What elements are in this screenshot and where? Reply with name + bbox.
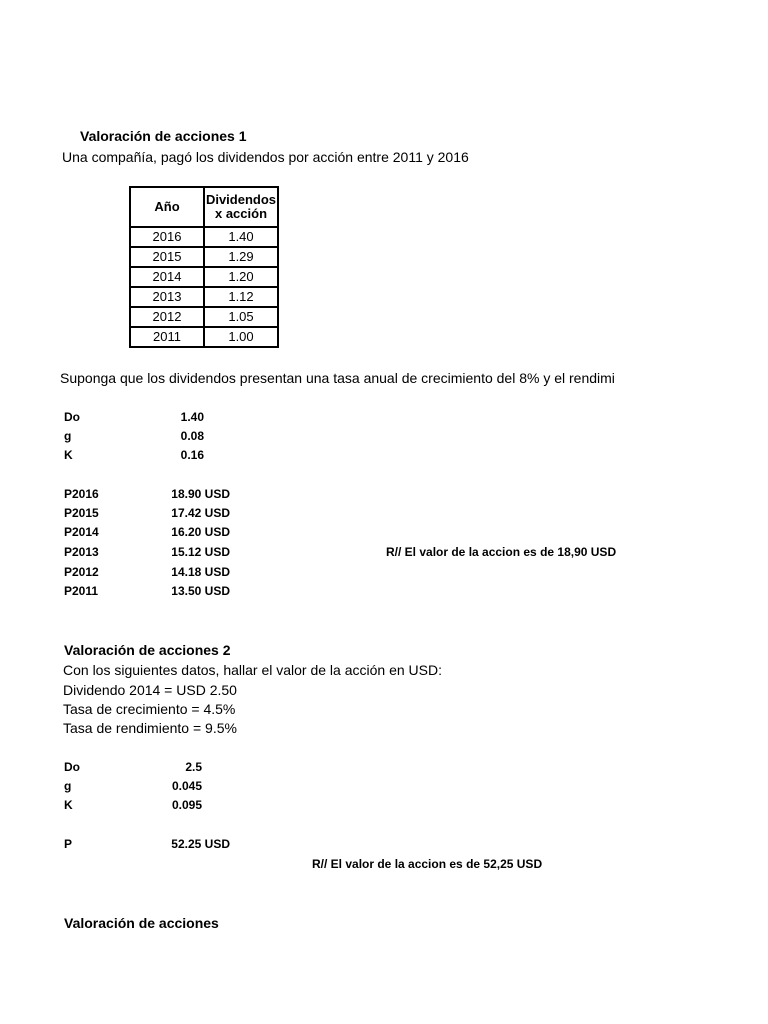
- dividends-table: [129, 186, 279, 348]
- price-value: 13.50 USD: [171, 584, 230, 598]
- table-row: [130, 247, 278, 267]
- section3-title: Valoración de acciones: [64, 915, 219, 931]
- price-label: P2014: [64, 525, 99, 539]
- table-cell-year: 2013: [130, 287, 204, 307]
- table-cell-dividend: 1.00: [204, 327, 278, 347]
- table-cell-year: 2015: [130, 247, 204, 267]
- table-row: [130, 307, 278, 327]
- param-k-value: 0.16: [180, 448, 204, 462]
- table-cell-year: 2011: [130, 327, 204, 347]
- table-row: [130, 227, 278, 247]
- table-cell-dividend: 1.05: [204, 307, 278, 327]
- param-g-label: g: [64, 429, 72, 443]
- price-value: 18.90 USD: [171, 487, 230, 501]
- table-header-year: Año: [130, 187, 204, 227]
- price-label: P2013: [64, 545, 99, 559]
- table-cell-year: 2016: [130, 227, 204, 247]
- section1-answer: R// El valor de la accion es de 18,90 USD: [386, 545, 617, 559]
- assumption-text: Suponga que los dividendos presentan una tasa anual de crecimiento del 8% y el rendimi: [60, 370, 615, 386]
- table-cell-dividend: 1.20: [204, 267, 278, 287]
- price-label: P: [64, 837, 73, 851]
- table-cell-dividend: 1.40: [204, 227, 278, 247]
- price-value: 16.20 USD: [171, 525, 230, 539]
- price-value: 17.42 USD: [171, 506, 230, 520]
- param-do-value: 2.5: [185, 760, 202, 774]
- price-value: 14.18 USD: [171, 565, 230, 579]
- table-cell-year: 2014: [130, 267, 204, 287]
- price-value: 52.25 USD: [171, 837, 230, 851]
- price-label: P2015: [64, 506, 99, 520]
- price-label: P2011: [64, 584, 99, 598]
- assumption-text-clip: [60, 370, 652, 390]
- table-header-dividends: Dividendos x acción: [204, 187, 278, 227]
- section2-line: Tasa de rendimiento = 9.5%: [63, 720, 237, 736]
- table-row: [130, 287, 278, 307]
- table-cell-dividend: 1.12: [204, 287, 278, 307]
- price-label: P2016: [64, 487, 99, 501]
- price-value: 15.12 USD: [171, 545, 230, 559]
- section2-line: Dividendo 2014 = USD 2.50: [63, 682, 237, 698]
- param-g-value: 0.08: [180, 429, 204, 443]
- table-cell-dividend: 1.29: [204, 247, 278, 267]
- section1-intro: Una compañía, pagó los dividendos por acción entre 2011 y 2016: [62, 149, 469, 165]
- param-do-label: Do: [64, 410, 80, 424]
- section2-answer: R// El valor de la accion es de 52,25 USD: [312, 857, 543, 871]
- table-header-row: [130, 187, 278, 227]
- section2-line: Con los siguientes datos, hallar el valor de la acción en USD:: [63, 662, 442, 678]
- param-k-label: K: [64, 798, 73, 812]
- param-k-value: 0.095: [171, 798, 202, 812]
- param-do-value: 1.40: [180, 410, 204, 424]
- section2-line: Tasa de crecimiento = 4.5%: [63, 701, 236, 717]
- table-row: [130, 327, 278, 347]
- param-do-label: Do: [64, 760, 80, 774]
- price-label: P2012: [64, 565, 99, 579]
- param-g-value: 0.045: [171, 779, 202, 793]
- table-cell-year: 2012: [130, 307, 204, 327]
- param-k-label: K: [64, 448, 73, 462]
- section2-title: Valoración de acciones 2: [64, 642, 231, 658]
- section1-title: Valoración de acciones 1: [80, 128, 247, 144]
- param-g-label: g: [64, 779, 72, 793]
- table-row: [130, 267, 278, 287]
